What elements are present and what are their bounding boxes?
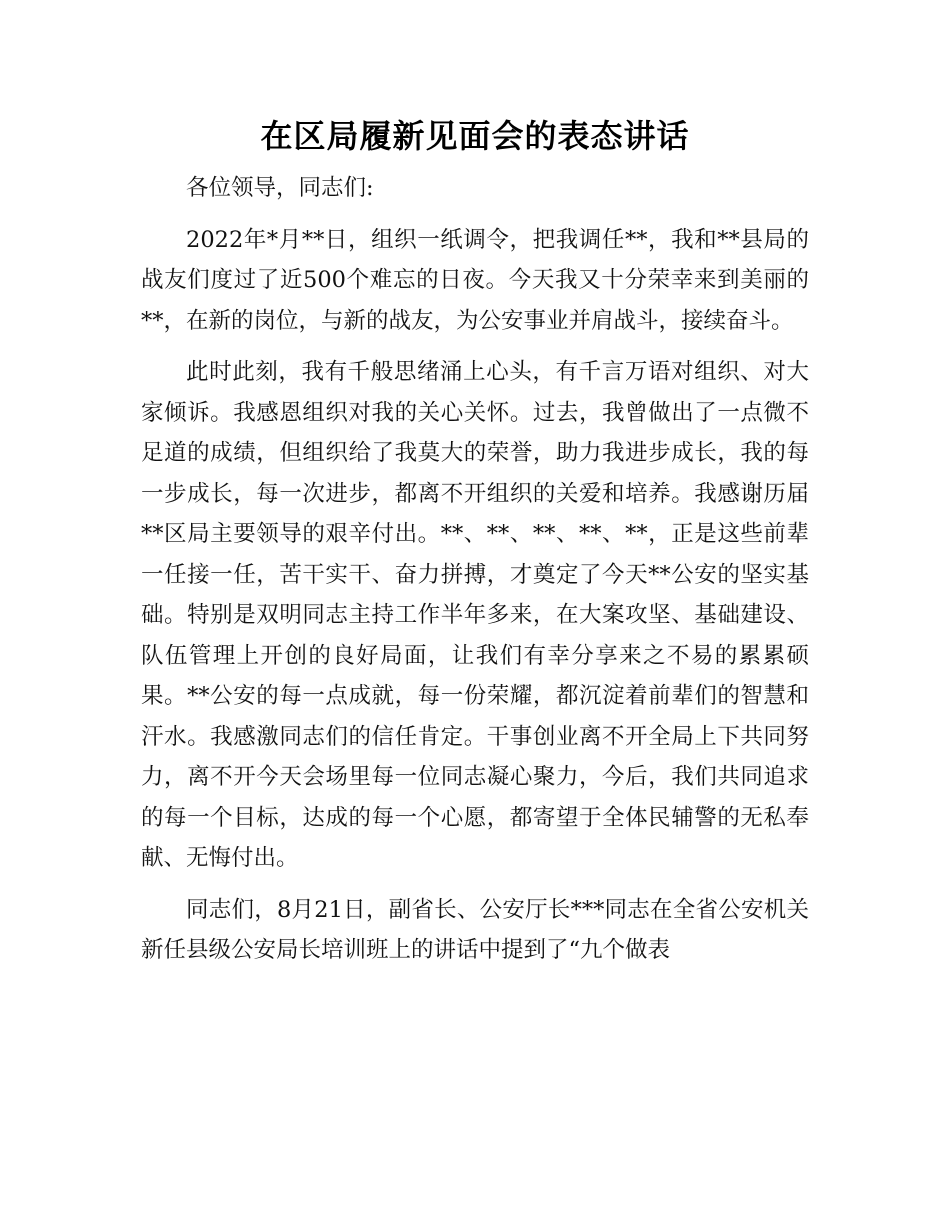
paragraph-salutation: 各位领导，同志们:	[186, 175, 374, 201]
document-title: 在区局履新见面会的表态讲话	[260, 117, 690, 155]
paragraph-1: 2022年*月**日，组织一纸调令，把我调任**，我和**县局的战友们度过了近500个难忘的日夜。今天我又十分荣幸来到美丽的**，在新的岗位，与新的战友，为公安事业并肩战斗，接续奋斗。	[141, 226, 809, 334]
paragraph-3: 同志们，8月21日，副省长、公安厅长***同志在全省公安机关新任县级公安局长培训班上的讲话中提到了“九个做表	[141, 896, 809, 963]
document-body	[141, 168, 809, 982]
paragraph-2: 此时此刻，我有千般思绪涌上心头，有千言万语对组织、对大家倾诉。我感恩组织对我的关心关怀。过去，我曾做出了一点微不足道的成绩，但组织给了我莫大的荣誉，助力我进步成长，我的每一步成长，每一次进步，都离不开组织的关爱和培养。我感谢历届**区局主要领导的艰辛付出。**、**、**、**、**，正是这些前辈一任接一任，苦干实干、奋力拼搏，才奠定了今天**公安的坚实基础。特别是双明同志主持工作半年多来，在大案攻坚、基础建设、队伍管理上开创的良好局面，让我们有幸分享来之不易的累累硕果。**公安的每一点成就，每一份荣耀，都沉淀着前辈们的智慧和汗水。我感激同志们的信任肯定。干事创业离不开全局上下共同努力，离不开今天会场里每一位同志凝心聚力，今后，我们共同追求的每一个目标，达成的每一个心愿，都寄望于全体民辅警的无私奉献、无悔付出。	[141, 359, 809, 871]
